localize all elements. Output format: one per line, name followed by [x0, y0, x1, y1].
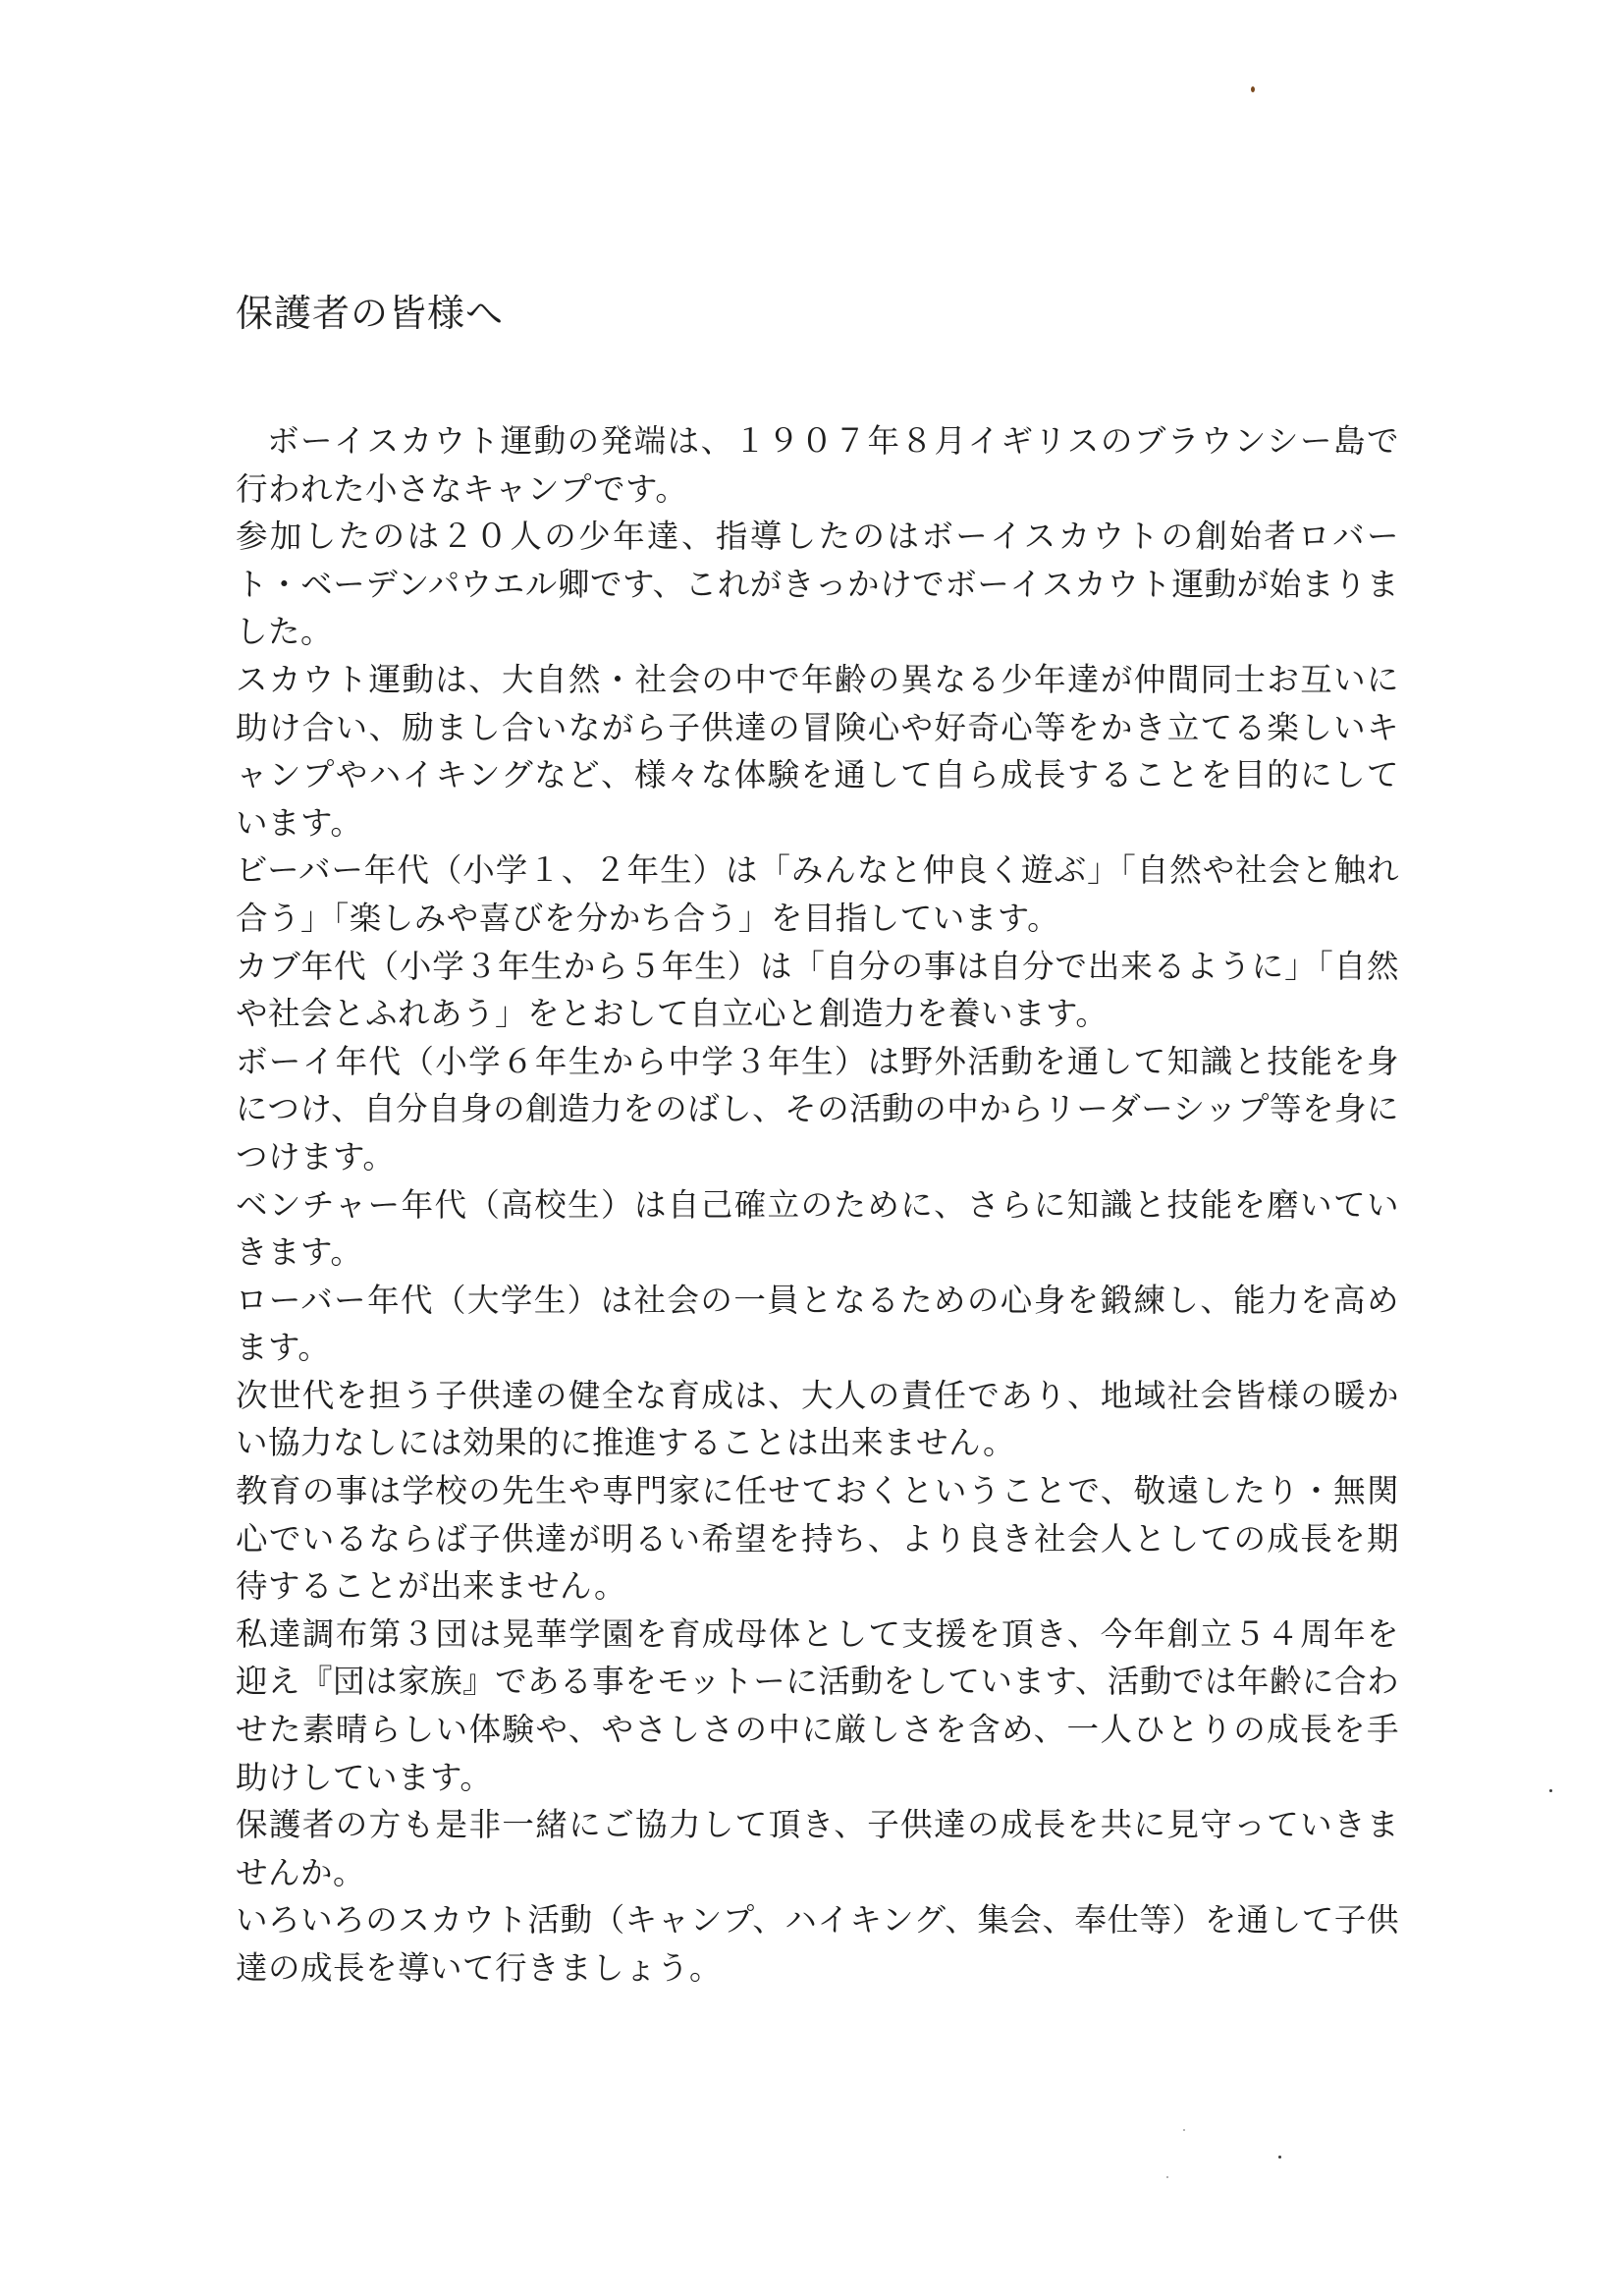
- paragraph: ボーイスカウト運動の発端は、１９０７年８月イギリスのブラウンシー島で行われた小さなキャンプです。: [236, 422, 1399, 508]
- scan-speck: [1278, 2156, 1281, 2159]
- document-title: 保護者の皆様へ: [236, 292, 505, 335]
- paragraph: ベンチャー年代（高校生）は自己確立のために、さらに知識と技能を磨いていきます。: [236, 1185, 1399, 1272]
- scan-speck: [1183, 2129, 1185, 2131]
- paragraph: 教育の事は学校の先生や専門家に任せておくということで、敬遠したり・無関心でいるならば子供達が明るい希望を持ち、より良き社会人としての成長を期待することが出来ません。: [236, 1472, 1399, 1606]
- paragraph: ローバー年代（大学生）は社会の一員となるための心身を鍛練し、能力を高めます。: [236, 1281, 1399, 1367]
- scan-speck: [1549, 1789, 1552, 1792]
- paragraph: カブ年代（小学３年生から５年生）は「自分の事は自分で出来るように」「自然や社会とふれあう」をとおして自立心と創造力を養います。: [236, 947, 1399, 1033]
- scan-speck: [1251, 86, 1255, 92]
- paragraph: ビーバー年代（小学１、２年生）は「みんなと仲良く遊ぶ」「自然や社会と触れ合う」「楽しみや喜びを分かち合う」を目指しています。: [236, 851, 1399, 937]
- paragraph: 次世代を担う子供達の健全な育成は、大人の責任であり、地域社会皆様の暖かい協力なしには効果的に推進することは出来ません。: [236, 1376, 1399, 1462]
- paragraph: スカウト運動は、大自然・社会の中で年齢の異なる少年達が仲間同士お互いに助け合い、励まし合いながら子供達の冒険心や好奇心等をかき立てる楽しいキャンプやハイキングなど、様々な体験を通して自ら成長することを目的にしています。: [236, 660, 1399, 842]
- document-body: [236, 417, 1399, 1993]
- paragraph: いろいろのスカウト活動（キャンプ、ハイキング、集会、奉仕等）を通して子供達の成長を導いて行きましょう。: [236, 1901, 1399, 1987]
- paragraph: 保護者の方も是非一緒にご協力して頂き、子供達の成長を共に見守っていきませんか。: [236, 1806, 1399, 1891]
- paragraph: ボーイ年代（小学６年生から中学３年生）は野外活動を通して知識と技能を身につけ、自分自身の創造力をのばし、その活動の中からリーダーシップ等を身につけます。: [236, 1042, 1399, 1175]
- scan-speck: [1166, 2176, 1168, 2178]
- paragraph: 私達調布第３団は晃華学園を育成母体として支援を頂き、今年創立５４周年を迎え『団は家族』である事をモットーに活動をしています、活動では年齢に合わせた素晴らしい体験や、やさしさの中に厳しさを含め、一人ひとりの成長を手助けしています。: [236, 1614, 1399, 1796]
- paragraph: 参加したのは２０人の少年達、指導したのはボーイスカウトの創始者ロバート・ベーデンパウエル卿です、これがきっかけでボーイスカウト運動が始まりました。: [236, 518, 1399, 651]
